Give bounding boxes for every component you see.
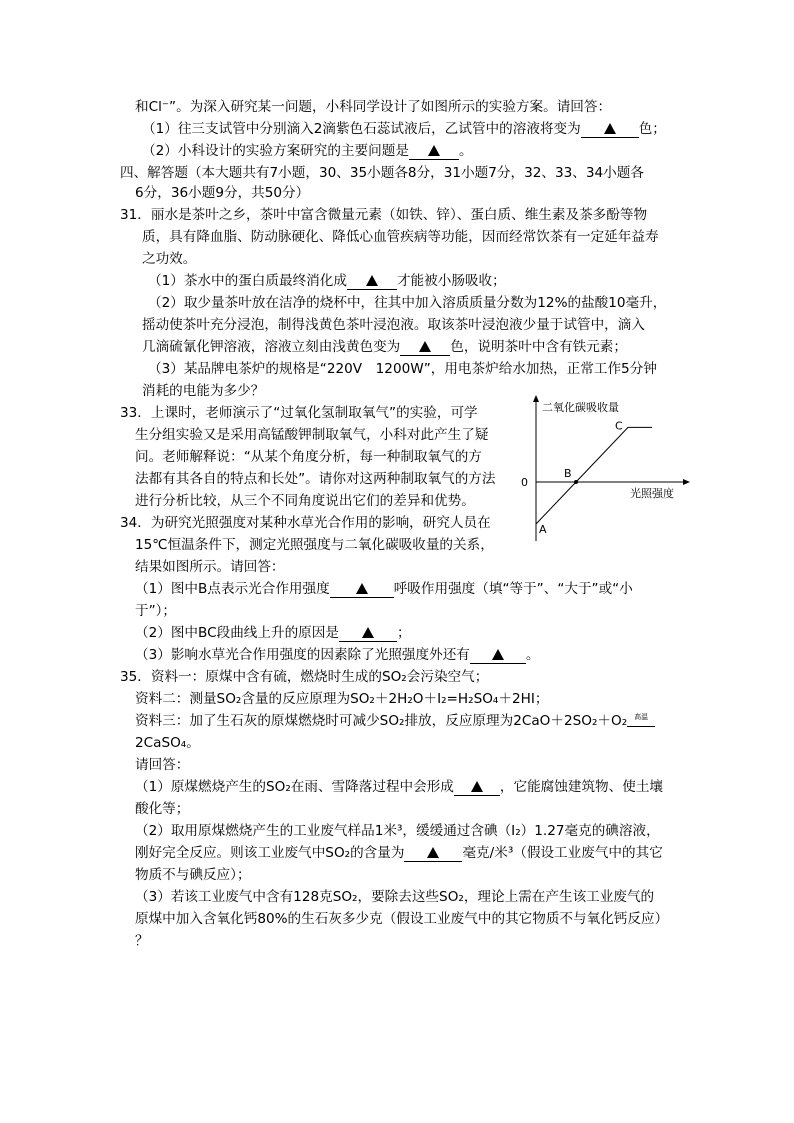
answer-blank[interactable] bbox=[470, 647, 526, 664]
section-heading-cont: 6分，36小题9分，共50分） bbox=[135, 185, 310, 201]
question-line: （1）图中B点表示光合作用强度 呼吸作用强度（填“等于”、“大于”或“小 bbox=[135, 581, 633, 597]
triangle-icon bbox=[419, 341, 431, 352]
answer-blank[interactable] bbox=[454, 779, 500, 796]
text-line: 结果如图所示。请回答： bbox=[135, 559, 285, 575]
text-line: （3）若该工业废气中含有128克SO₂，要除去这些SO₂，理论上需在产生该工业废气的 bbox=[135, 889, 655, 905]
text-line: 于”）； bbox=[135, 603, 177, 619]
point-a-label: A bbox=[539, 523, 547, 536]
answer-blank[interactable] bbox=[581, 121, 639, 138]
text-line: （2）取少量茶叶放在洁净的烧杯中，往其中加入溶质质量分数为12%的盐酸10毫升， bbox=[148, 295, 667, 311]
text-line: （3）某品牌电茶炉的规格是“220V 1200W”，用电茶炉给水加热，正常工作5分钟 bbox=[148, 361, 657, 377]
question-line: （2）小科设计的实验方案研究的主要问题是 。 bbox=[142, 143, 473, 159]
text-line: 生分组实验又是采用高锰酸钾制取氧气，小科对此产生了疑 bbox=[135, 427, 489, 443]
question-line: （1）原煤燃烧产生的SO₂在雨、雪降落过程中会形成 ，它能腐蚀建筑物、使土壤 bbox=[135, 779, 664, 795]
text-line: 法都有其各自的特点和长处”。请你对这两种制取氧气的方法 bbox=[135, 471, 496, 487]
x-axis-arrow bbox=[683, 479, 690, 485]
triangle-icon bbox=[492, 649, 504, 660]
co2-absorption-graph bbox=[512, 393, 692, 543]
text-line: 2CaSO₄。 bbox=[135, 735, 200, 751]
point-b-label: B bbox=[564, 467, 572, 480]
section-heading: 四、解答题（本大题共有7小题，30、35小题各8分，31小题7分，32、33、34小题各 bbox=[120, 165, 644, 181]
text-line: 之功效。 bbox=[142, 251, 197, 267]
question-35: 35．资料一：原煤中含有硫，燃烧时生成的SO₂会污染空气； bbox=[120, 669, 489, 685]
text-line: （2）取用原煤燃烧产生的工业废气样品1米³，缓缓通过含碘（I₂）1.27毫克的碘溶液， bbox=[135, 823, 660, 839]
text-line: 物质不与碘反应）； bbox=[135, 867, 251, 883]
answer-blank[interactable] bbox=[347, 273, 397, 290]
text-line: 质，具有降血脂、防动脉硬化、降低心血管疾病等功能，因而经常饮茶有一定延年益寿 bbox=[142, 229, 659, 245]
answer-blank[interactable] bbox=[339, 625, 397, 642]
x-axis-label: 光照强度 bbox=[630, 487, 674, 500]
question-line: （1）往三支试管中分别滴入2滴紫色石蕊试液后，乙试管中的溶液将变为 色； bbox=[142, 121, 666, 137]
reaction-condition: 高温 bbox=[627, 712, 655, 727]
triangle-icon bbox=[428, 145, 440, 156]
y-axis-arrow bbox=[533, 395, 539, 402]
question-line: （2）图中BC段曲线上升的原因是 ； bbox=[135, 625, 411, 641]
text-line: 摇动使茶叶充分浸泡，制得浅黄色茶叶浸泡液。取该茶叶浸泡液少量于试管中，滴入 bbox=[142, 317, 645, 333]
question-34: 34．为研究光照强度对某种水草光合作用的影响，研究人员在 bbox=[120, 515, 491, 531]
answer-blank[interactable] bbox=[409, 143, 459, 160]
answer-blank[interactable] bbox=[400, 339, 450, 356]
question-line: （3）影响水草光合作用强度的因素除了光照强度外还有 。 bbox=[135, 647, 540, 663]
text-line: 资料二：测量SO₂含量的反应原理为SO₂＋2H₂O＋I₂=H₂SO₄＋2HI； bbox=[135, 691, 549, 707]
question-33: 33．上课时，老师演示了“过氧化氢制取氧气”的实验，可学 bbox=[120, 405, 478, 421]
question-line: 几滴硫氰化钾溶液，溶液立刻由浅黄色变为 色，说明茶叶中含有铁元素； bbox=[142, 339, 627, 355]
text-line: 酸化等； bbox=[135, 801, 190, 817]
text-line: 消耗的电能为多少？ bbox=[142, 383, 265, 399]
triangle-icon bbox=[471, 781, 483, 792]
text-line: 和Cl⁻”。为深入研究某一问题，小科同学设计了如图所示的实验方案。请回答： bbox=[135, 99, 612, 115]
triangle-icon bbox=[604, 123, 616, 134]
question-line: （1）茶水中的蛋白质最终消化成 才能被小肠吸收； bbox=[148, 273, 506, 289]
answer-blank[interactable] bbox=[404, 845, 462, 862]
triangle-icon bbox=[356, 583, 368, 594]
answer-blank[interactable] bbox=[330, 581, 394, 598]
point-c-label: C bbox=[615, 419, 623, 433]
origin-label: 0 bbox=[521, 476, 528, 489]
text-line: 原煤中加入含氧化钙80%的生石灰多少克（假设工业废气中的其它物质不与氧化钙反应） bbox=[135, 911, 669, 927]
y-axis-label: 二氧化碳吸收量 bbox=[542, 401, 619, 414]
text-line: 进行分析比较，从三个不同角度说出它们的差异和优势。 bbox=[135, 493, 475, 509]
triangle-icon bbox=[366, 275, 378, 286]
text-line: ？ bbox=[135, 933, 149, 949]
triangle-icon bbox=[427, 847, 439, 858]
text-line: 问。老师解释说：“从某个角度分析，每一种制取氧气的方 bbox=[135, 449, 482, 465]
question-31: 31．丽水是茶叶之乡，茶叶中富含微量元素（如铁、锌）、蛋白质、维生素及茶多酚等物 bbox=[120, 207, 648, 223]
text-line: 请回答： bbox=[135, 757, 190, 773]
co2-curve bbox=[536, 427, 652, 524]
text-line: 15℃恒温条件下，测定光照强度与二氧化碳吸收量的关系， bbox=[135, 537, 494, 553]
triangle-icon bbox=[362, 627, 374, 638]
point-b-dot bbox=[574, 480, 578, 484]
text-line: 资料三：加了生石灰的原煤燃烧时可减少SO₂排放，反应原理为2CaO＋2SO₂＋O₂ $^{高温}$ bbox=[135, 710, 655, 732]
question-line: 刚好完全反应。则该工业废气中SO₂的含量为 毫克/米³（假设工业废气中的其它 bbox=[135, 845, 663, 861]
